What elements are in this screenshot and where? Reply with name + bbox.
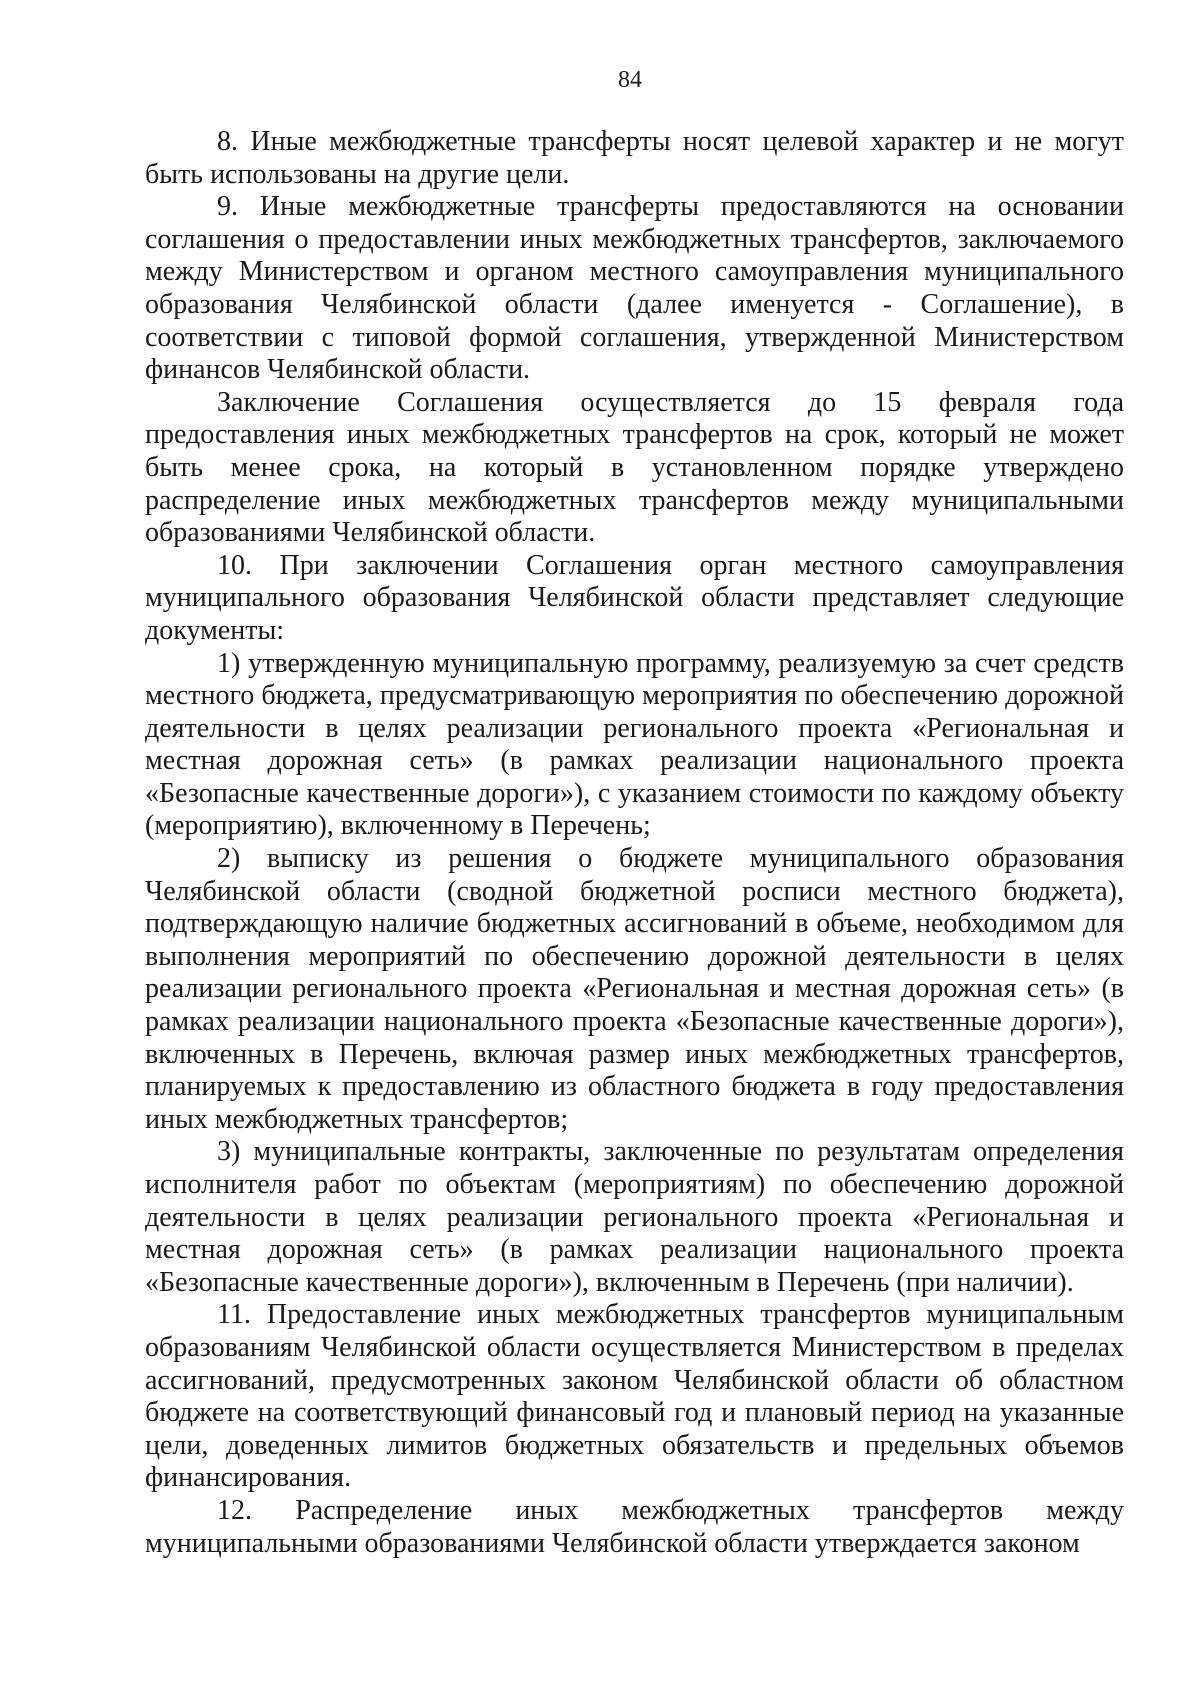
- paragraph-9-agreement-term: Заключение Соглашения осуществляется до 15 февраля года предоставления иных межбюджетных трансфертов на срок, который не может быть менее срока, на который в установленном порядке утверждено распределение иных межбюджетных трансфертов между муниципальными образованиями Челябинской области.: [145, 386, 1124, 549]
- paragraph-8: 8. Иные межбюджетные трансферты носят целевой характер и не могут быть использованы на другие цели.: [145, 126, 1124, 190]
- paragraph-10: 10. При заключении Соглашения орган местного самоуправления муниципального образования Челябинской области представляет следующие документы:: [145, 549, 1124, 646]
- document-body: [145, 126, 1124, 1560]
- page-number: 84: [618, 67, 642, 93]
- paragraph-9: 9. Иные межбюджетные трансферты предоставляются на основании соглашения о предоставлении иных межбюджетных трансфертов, заключаемого между Министерством и органом местного самоуправления муниципального образования Челябинской области (далее именуется - Соглашение), в соответствии с типовой формой соглашения, утвержденной Министерством финансов Челябинской области.: [145, 191, 1124, 386]
- paragraph-10-item-3: 3) муниципальные контракты, заключенные по результатам определения исполнителя работ по объектам (мероприятиям) по обеспечению дорожной деятельности в целях реализации регионального проекта «Региональная и местная дорожная сеть» (в рамках реализации национального проекта «Безопасные качественные дороги»), включенным в Перечень (при наличии).: [145, 1136, 1124, 1298]
- paragraph-10-item-2: 2) выписку из решения о бюджете муниципального образования Челябинской области (сводной бюджетной росписи местного бюджета), подтверждающую наличие бюджетных ассигнований в объеме, необходимом для выполнения мероприятий по обеспечению дорожной деятельности в целях реализации регионального проекта «Региональная и местная дорожная сеть» (в рамках реализации национального проекта «Безопасные качественные дороги»), включенных в Перечень, включая размер иных межбюджетных трансфертов, планируемых к предоставлению из областного бюджета в году предоставления иных межбюджетных трансфертов;: [145, 843, 1124, 1135]
- paragraph-10-item-1: 1) утвержденную муниципальную программу, реализуемую за счет средств местного бюджета, предусматривающую мероприятия по обеспечению дорожной деятельности в целях реализации регионального проекта «Региональная и местная дорожная сеть» (в рамках реализации национального проекта «Безопасные качественные дороги»), с указанием стоимости по каждому объекту (мероприятию), включенному в Перечень;: [145, 647, 1124, 842]
- paragraph-12: 12. Распределение иных межбюджетных трансфертов между муниципальными образованиями Челябинской области утверждается законом: [145, 1494, 1124, 1559]
- paragraph-11: 11. Предоставление иных межбюджетных трансфертов муниципальным образованиям Челябинской области осуществляется Министерством в пределах ассигнований, предусмотренных законом Челябинской области об областном бюджете на соответствующий финансовый год и плановый период на указанные цели, доведенных лимитов бюджетных обязательств и предельных объемов финансирования.: [145, 1299, 1124, 1494]
